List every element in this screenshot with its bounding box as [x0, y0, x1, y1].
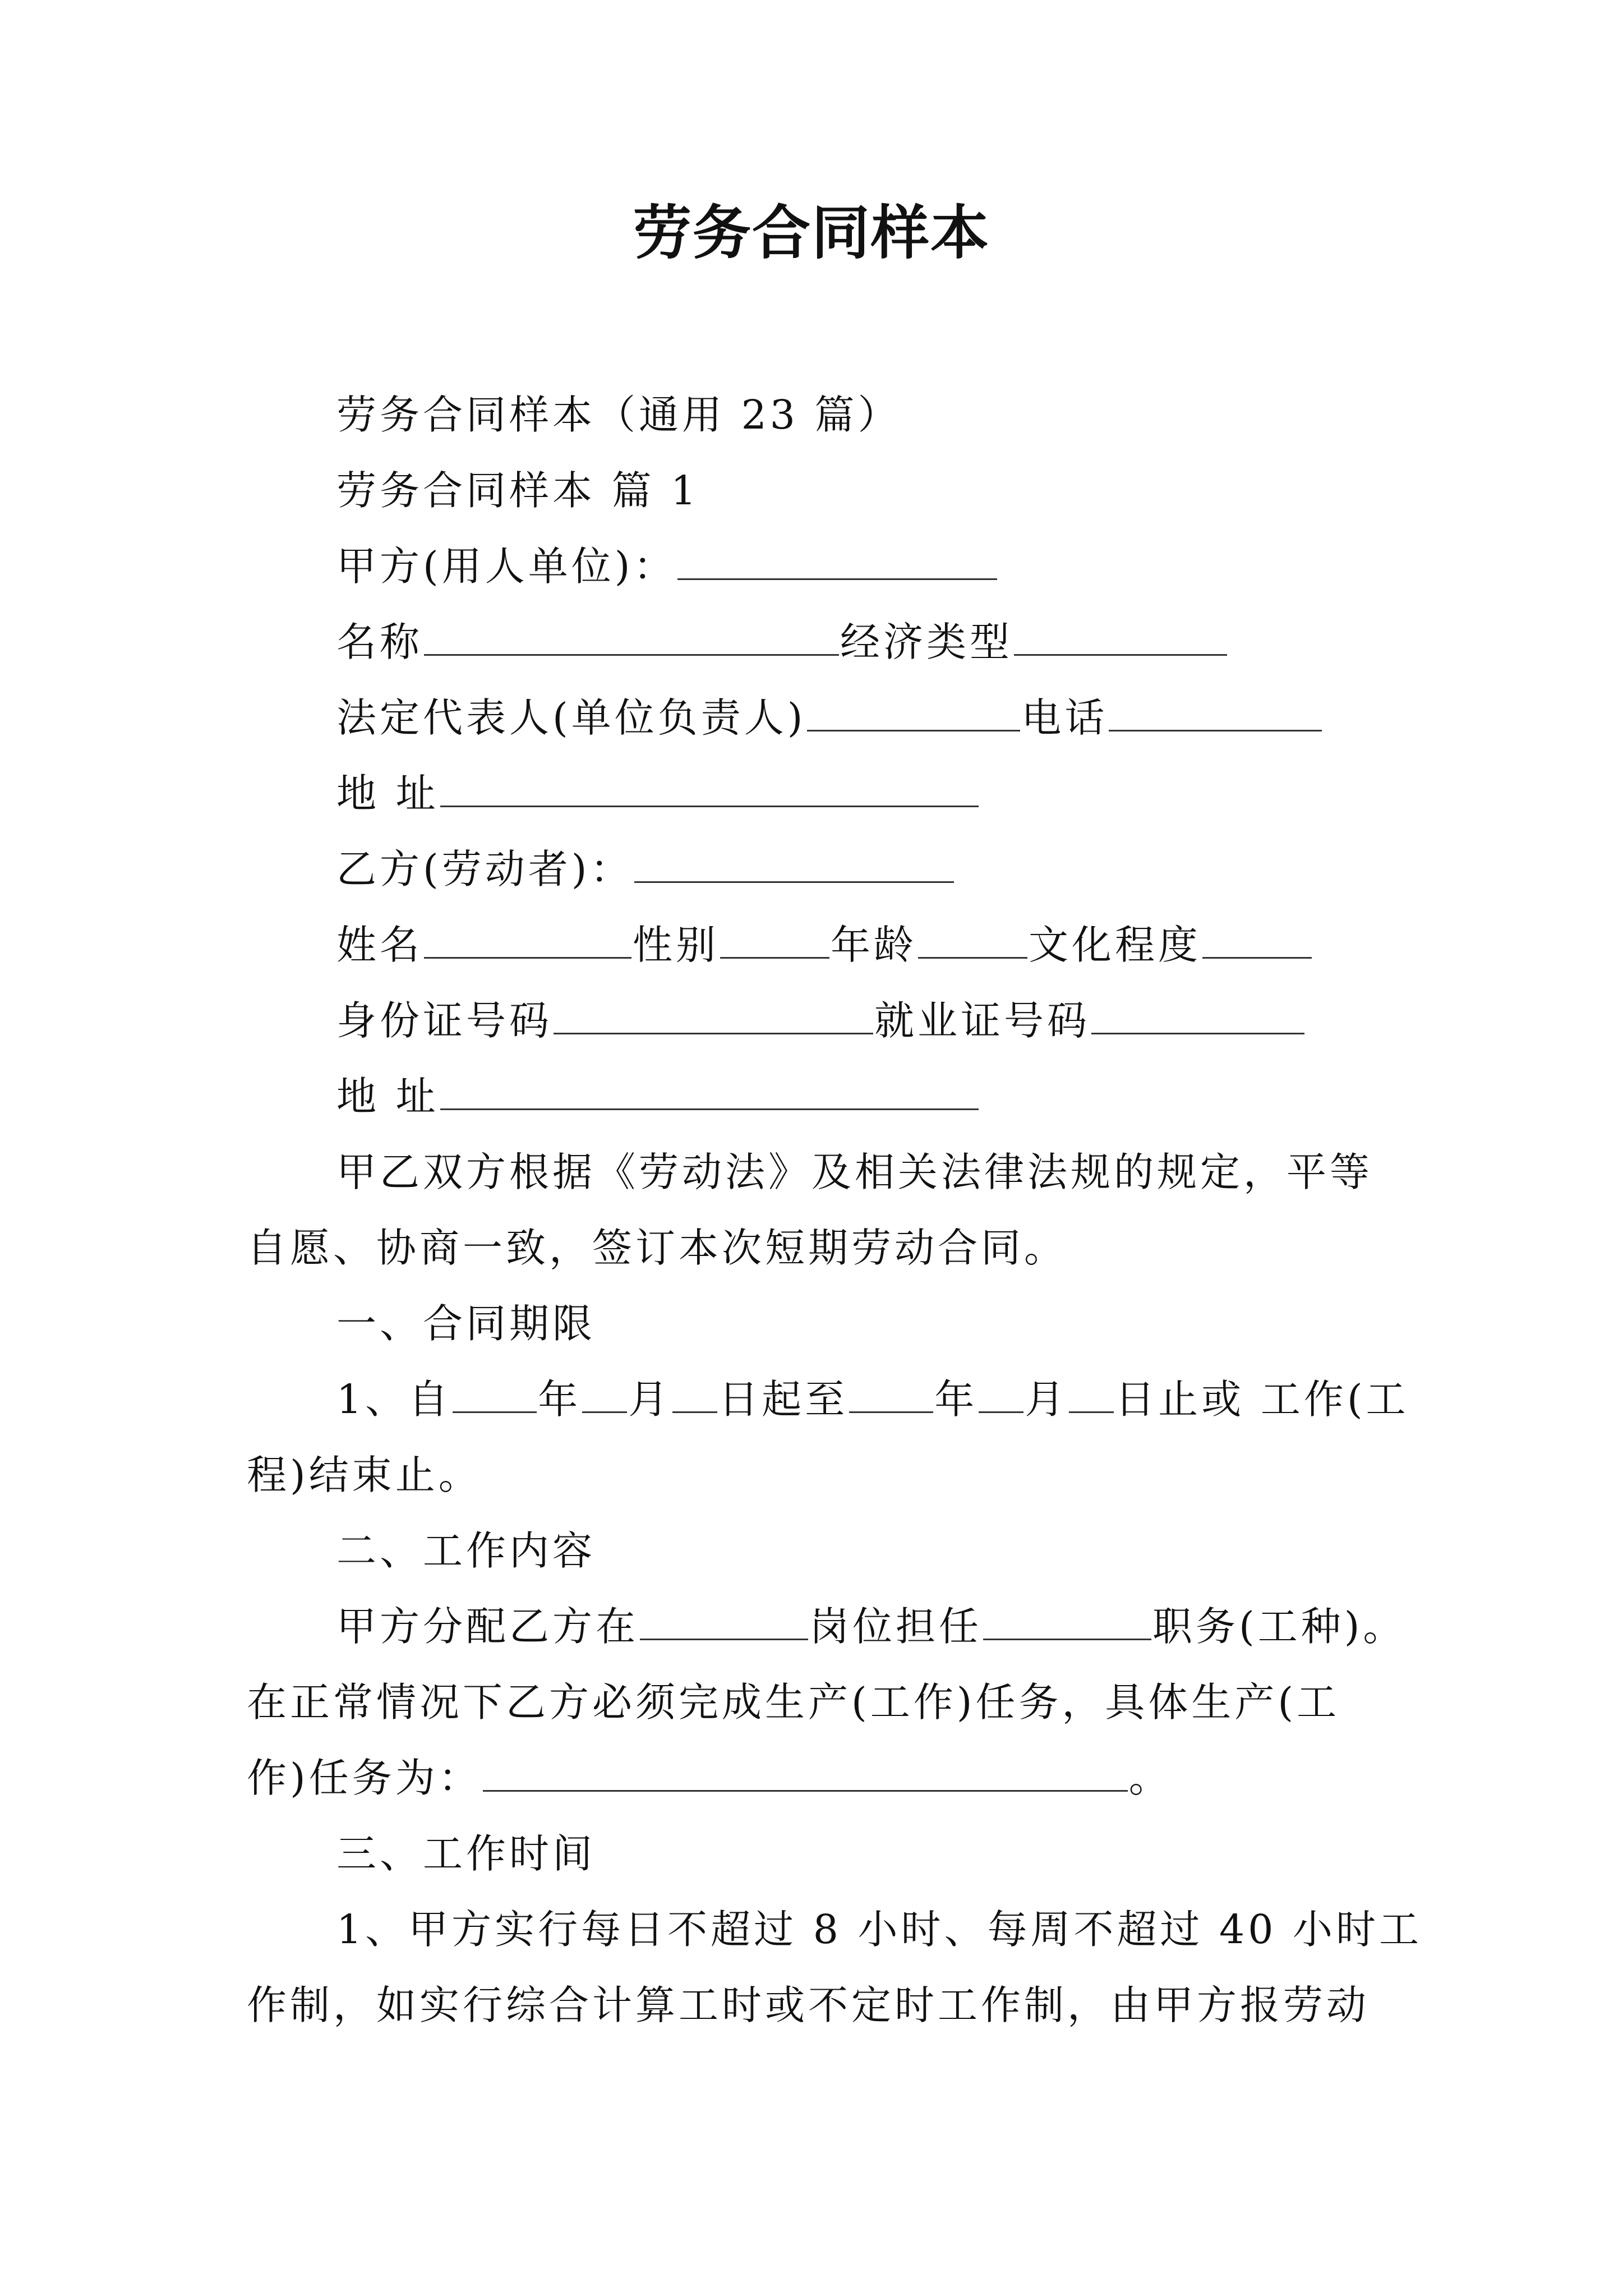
id-number-blank[interactable] [554, 993, 873, 1034]
end-day-blank[interactable] [1069, 1372, 1114, 1413]
term-text: 年 [934, 1376, 978, 1423]
party-b-label: 乙方(劳动者)： [336, 846, 634, 892]
legal-rep-blank[interactable] [807, 691, 1020, 731]
paragraph-line: 自愿、协商一致，签订本次短期劳动合同。 [247, 1225, 1068, 1271]
party-b-blank[interactable] [634, 842, 954, 883]
subtitle-line: 劳务合同样本（通用 23 篇） [336, 392, 901, 438]
section-heading: 劳务合同样本 篇 1 [336, 467, 700, 514]
task-end: 。 [1128, 1755, 1172, 1801]
end-year-blank[interactable] [849, 1372, 933, 1413]
age-blank[interactable] [918, 918, 1027, 959]
section-heading: 一、合同期限 [336, 1300, 596, 1347]
position-blank[interactable] [640, 1599, 808, 1640]
age-label: 年龄 [831, 922, 917, 968]
party-a-line [336, 539, 998, 595]
term-text: 日止或 工作(工 [1115, 1376, 1409, 1423]
gender-blank[interactable] [720, 918, 829, 959]
legal-rep-label: 法定代表人(单位负责人) [336, 694, 806, 741]
party-a-label: 甲方(用人单位)： [336, 543, 677, 590]
start-day-blank[interactable] [672, 1372, 717, 1413]
document-title: 劳务合同样本 [633, 199, 990, 267]
paragraph-line: 1、甲方实行每日不超过 8 小时、每周不超过 40 小时工 [336, 1906, 1422, 1953]
task-label: 作)任务为： [247, 1755, 482, 1801]
person-name-label: 姓名 [336, 922, 423, 968]
address-a-label: 地 址 [336, 770, 439, 817]
education-label: 文化程度 [1029, 922, 1202, 968]
gender-label: 性别 [633, 922, 720, 968]
education-blank[interactable] [1202, 918, 1312, 959]
phone-blank[interactable] [1109, 691, 1322, 731]
section-heading: 二、工作内容 [336, 1527, 596, 1574]
term-text: 日起至 [718, 1376, 849, 1423]
address-b-label: 地 址 [336, 1073, 439, 1120]
task-line [247, 1750, 1172, 1806]
contract-term-line [336, 1372, 1409, 1428]
id-line [336, 993, 1306, 1049]
term-text: 年 [538, 1376, 582, 1423]
section-heading: 三、工作时间 [336, 1830, 596, 1877]
address-a-blank[interactable] [440, 766, 979, 807]
task-blank[interactable] [483, 1751, 1128, 1792]
party-a-blank[interactable] [677, 539, 997, 580]
id-number-label: 身份证号码 [336, 997, 553, 1044]
end-month-blank[interactable] [979, 1372, 1023, 1413]
employment-cert-blank[interactable] [1091, 993, 1304, 1034]
term-text: 1、自 [336, 1376, 452, 1423]
job-assignment-line [336, 1599, 1406, 1655]
paragraph-line: 程)结束止。 [247, 1452, 482, 1498]
name-blank[interactable] [424, 615, 839, 656]
party-b-line [336, 841, 955, 898]
person-name-blank[interactable] [424, 918, 631, 959]
job-text: 职务(工种)。 [1152, 1603, 1407, 1650]
name-line [336, 614, 1228, 670]
paragraph-line: 在正常情况下乙方必须完成生产(工作)任务，具体生产(工 [247, 1679, 1340, 1726]
employment-cert-label: 就业证号码 [874, 997, 1091, 1044]
address-b-blank[interactable] [440, 1069, 979, 1110]
personal-info-line [336, 917, 1313, 973]
start-month-blank[interactable] [582, 1372, 627, 1413]
duty-blank[interactable] [983, 1599, 1151, 1640]
economic-type-label: 经济类型 [840, 619, 1013, 665]
paragraph-line: 作制，如实行综合计算工时或不定时工作制，由甲方报劳动 [247, 1982, 1370, 2028]
job-text: 甲方分配乙方在 [336, 1603, 639, 1650]
start-year-blank[interactable] [453, 1372, 537, 1413]
term-text: 月 [1025, 1376, 1068, 1423]
name-label: 名称 [336, 619, 423, 665]
job-text: 岗位担任 [809, 1603, 983, 1650]
paragraph-line: 甲乙双方根据《劳动法》及相关法律法规的规定，平等 [336, 1149, 1373, 1195]
legal-rep-line [336, 690, 1323, 746]
phone-label: 电话 [1021, 694, 1108, 741]
economic-type-blank[interactable] [1014, 615, 1227, 656]
address-b-line [336, 1069, 980, 1125]
term-text: 月 [628, 1376, 672, 1423]
address-a-line [336, 766, 980, 822]
